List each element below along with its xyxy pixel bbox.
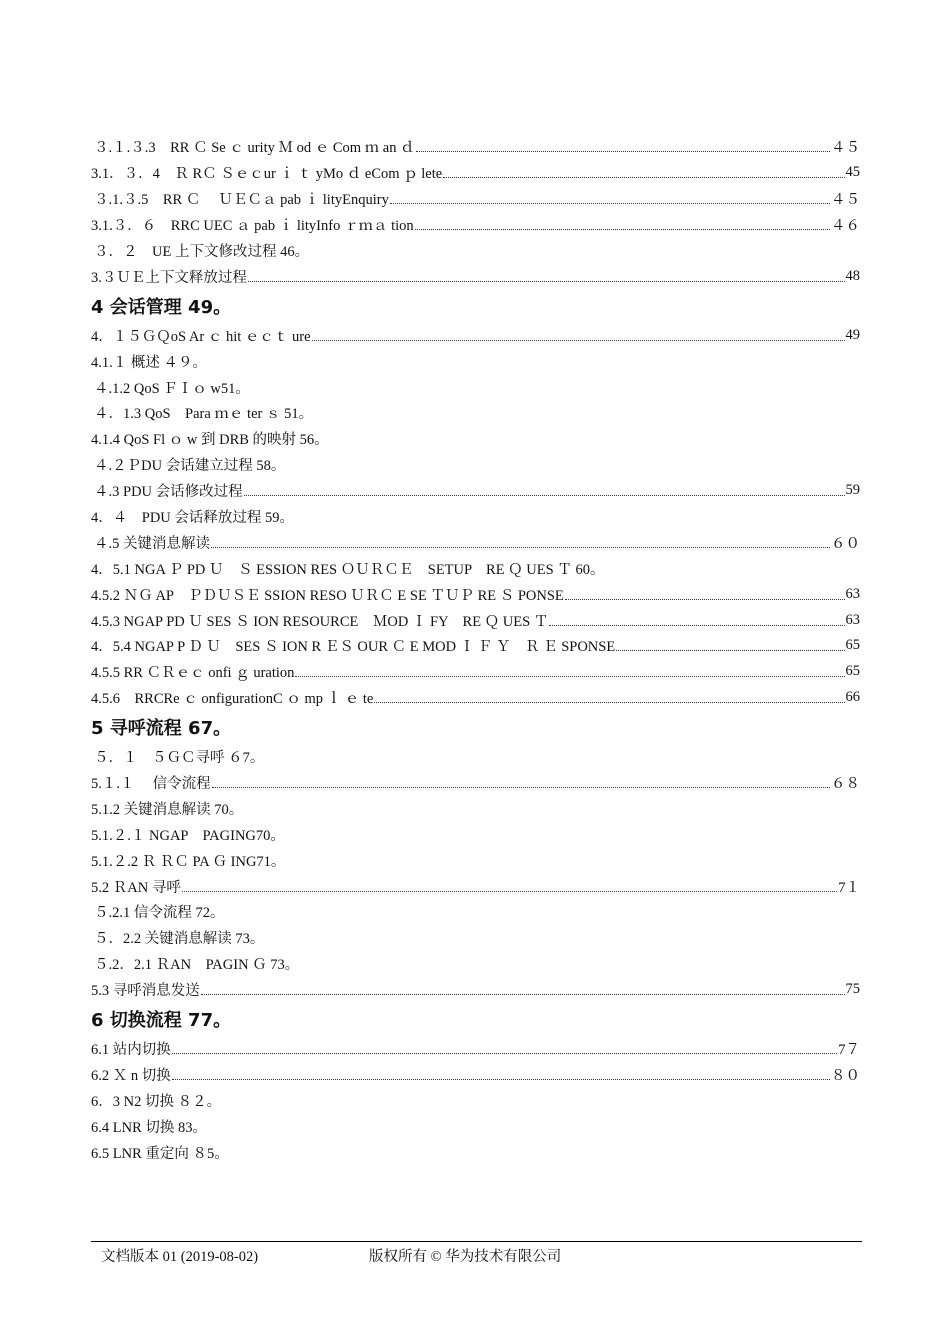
toc-entry[interactable] [91, 263, 860, 289]
toc-entry[interactable] [91, 1036, 860, 1062]
toc-entry-title: 6.5 LNR 重定向 ８5。 [91, 1145, 229, 1162]
toc-entry-title: 4.5.6 RRCRe ｃ onfigurationC ｏ mp ｌ ｅ te [91, 691, 374, 708]
toc-page-number: 59 [845, 482, 860, 499]
toc-entry-title: 6 切换流程 77。 [91, 1010, 232, 1032]
toc-page-number: 65 [845, 663, 860, 680]
toc-entry-title: ４.２ＰDU 会话建立过程 58。 [94, 458, 286, 475]
toc-entry[interactable] [91, 873, 860, 899]
toc-page-number: 63 [845, 611, 860, 628]
toc-entry[interactable] [91, 925, 860, 951]
toc-entry[interactable] [91, 744, 860, 770]
toc-entry[interactable] [91, 1113, 860, 1139]
toc-entry-title: 4.5.3 NGAP PD Ｕ SES Ｓ ION RESOURCE ＭOD Ｉ FY RE Ｑ UES Ｔ [91, 613, 549, 630]
toc-chapter-heading[interactable] [91, 1004, 860, 1035]
toc-page-number: ４５ [831, 192, 860, 209]
toc-dot-leader [201, 994, 845, 995]
toc-entry[interactable] [91, 186, 860, 212]
toc-entry-title: 3.1.３．６ RRC UEC ａ pab ｉ lityInfo ｒｍａ tion [91, 218, 414, 235]
toc-dot-leader [390, 203, 830, 204]
toc-entry-title: 5.１.１ 信令流程 [91, 776, 211, 793]
toc-entry-title: 4．４ PDU 会话释放过程 59。 [91, 510, 295, 527]
toc-entry-title: 6.4 LNR 切换 83。 [91, 1119, 207, 1136]
toc-entry-title: 5.1.2 关键消息解读 70。 [91, 801, 244, 818]
toc-dot-leader [212, 787, 830, 788]
toc-entry[interactable] [91, 1087, 860, 1113]
toc-page-number: 65 [845, 637, 860, 654]
toc-entry[interactable] [91, 322, 860, 348]
toc-entry[interactable] [91, 685, 860, 711]
toc-chapter-heading[interactable] [91, 290, 860, 321]
toc-page-number: ８０ [831, 1067, 860, 1084]
toc-entry[interactable] [91, 633, 860, 659]
toc-dot-leader [415, 229, 830, 230]
toc-entry[interactable] [91, 795, 860, 821]
toc-dot-leader [211, 547, 830, 548]
toc-entry[interactable] [91, 659, 860, 685]
toc-page-number: ４５ [831, 140, 860, 157]
toc-entry[interactable] [91, 770, 860, 796]
toc-entry-title: 4 会话管理 49。 [91, 296, 232, 318]
toc-dot-leader [616, 650, 844, 651]
toc-entry[interactable] [91, 581, 860, 607]
toc-dot-leader [549, 625, 844, 626]
toc-entry-title: 3.３ＵＥ上下文释放过程 [91, 269, 247, 286]
toc-page-number: 63 [845, 585, 860, 602]
toc-entry[interactable] [91, 452, 860, 478]
toc-entry-title: 5.1.２.2 Ｒ ＲＣ PA Ｇ ING71。 [91, 853, 286, 870]
toc-entry-title: 4.5.5 RR ＣＲｅｃ onfi ｇ uration [91, 665, 295, 682]
toc-entry-title: 5 寻呼流程 67。 [91, 718, 232, 740]
toc-entry-title: 5.2 ＲAN 寻呼 [91, 879, 181, 896]
toc-entry-title: 4.5.2 ＮＧ AP ＰＤＵＳＥ SSION RESO ＵＲＣ E SE ＴＵＰ RE Ｓ PONSE [91, 587, 564, 604]
toc-entry-title: 6．3 N2 切换 ８２。 [91, 1093, 222, 1110]
toc-entry[interactable] [91, 951, 860, 977]
toc-entry[interactable] [91, 1139, 860, 1165]
toc-page-number: 48 [845, 267, 860, 284]
toc-dot-leader [443, 177, 844, 178]
toc-page-number: 7７ [838, 1042, 860, 1059]
toc-dot-leader [416, 151, 830, 152]
toc-entry[interactable] [91, 529, 860, 555]
table-of-contents [91, 134, 860, 1165]
toc-entry-title: 6.2 Ｘ n 切换 [91, 1067, 171, 1084]
toc-page-number: ６０ [831, 535, 860, 552]
toc-entry-title: 5.1.２.１ NGAP PAGING70。 [91, 827, 285, 844]
toc-page-number: 66 [845, 689, 860, 706]
toc-dot-leader [172, 1053, 838, 1054]
toc-entry[interactable] [91, 899, 860, 925]
toc-chapter-heading[interactable] [91, 712, 860, 743]
toc-entry[interactable] [91, 160, 860, 186]
toc-entry-title: ４.3 PDU 会话修改过程 [94, 484, 243, 501]
toc-entry-title: 4．5.4 NGAP P Ｄ Ｕ SES Ｓ ION R ＥＳ OUR Ｃ E MOD Ｉ Ｆ Ｙ Ｒ Ｅ SPONSE [91, 639, 616, 656]
toc-entry-title: 4．5.1 NGA Ｐ PD Ｕ Ｓ ESSION RES ＯＵＲＣＥ SETUP RE Ｑ UES Ｔ 60。 [91, 561, 605, 578]
toc-entry-title: ３.1.３.5 RR Ｃ ＵＥＣａ pab ｉ lityEnquiry [94, 192, 389, 209]
toc-entry-title: ５.2.1 信令流程 72。 [94, 905, 225, 922]
toc-entry[interactable] [91, 555, 860, 581]
toc-dot-leader [182, 891, 837, 892]
toc-entry-title: ４.5 关键消息解读 [94, 535, 210, 552]
toc-dot-leader [312, 340, 845, 341]
toc-page-number: 7１ [838, 879, 860, 896]
toc-entry[interactable] [91, 607, 860, 633]
toc-entry[interactable] [91, 478, 860, 504]
toc-entry[interactable] [91, 348, 860, 374]
toc-entry-title: ４.1.2 QoS ＦＩｏ w51。 [94, 380, 250, 397]
toc-entry-title: 4.1.4 QoS Fl ｏ w 到 DRB 的映射 56。 [91, 432, 329, 449]
toc-dot-leader [248, 281, 845, 282]
toc-entry-title: 6.1 站内切换 [91, 1042, 171, 1059]
toc-entry-title: 4.1.１ 概述 ４９。 [91, 354, 207, 371]
page-footer [91, 1241, 862, 1272]
toc-entry-title: ３.１.３.3 RR Ｃ Se ｃ urity Ｍ od ｅ Com ｍ an ｄ [94, 140, 415, 157]
toc-page-number: ４６ [831, 218, 860, 235]
copyright-notice: 版权所有 © 华为技术有限公司 [369, 1249, 562, 1265]
toc-page-number: 49 [845, 326, 860, 343]
toc-entry[interactable] [91, 212, 860, 238]
toc-entry-title: ５.2．2.1 ＲAN PAGIN Ｇ 73。 [94, 957, 300, 974]
toc-entry-title: ５．2.2 关键消息解读 73。 [94, 931, 265, 948]
toc-entry[interactable] [91, 374, 860, 400]
toc-page-number: 75 [845, 981, 860, 998]
toc-entry[interactable] [91, 426, 860, 452]
toc-entry-title: ４．1.3 QoS Para ｍｅ ter ｓ 51。 [94, 406, 314, 423]
toc-entry[interactable] [91, 400, 860, 426]
toc-dot-leader [295, 676, 844, 677]
toc-entry[interactable] [91, 847, 860, 873]
toc-entry[interactable] [91, 134, 860, 160]
toc-entry-title: 3.1．３．4 Ｒ RＣ Ｓｅｃur ｉ ｔ yMo ｄ eCom ｐ lete [91, 166, 443, 183]
toc-entry-title: ３．２ UE 上下文修改过程 46。 [94, 244, 310, 260]
toc-dot-leader [374, 702, 844, 703]
toc-entry[interactable] [91, 977, 860, 1003]
toc-entry-title: ５．１ ５ＧＣ寻呼 ６7。 [94, 750, 265, 767]
toc-entry[interactable] [91, 504, 860, 530]
toc-entry[interactable] [91, 821, 860, 847]
toc-entry[interactable] [91, 1062, 860, 1088]
toc-dot-leader [172, 1079, 830, 1080]
document-version: 文档版本 01 (2019-08-02) [101, 1249, 259, 1265]
toc-entry-title: 4．１５ＧＱoS Ar ｃ hit ｅｃｔ ure [91, 328, 311, 345]
toc-entry[interactable] [91, 238, 860, 264]
toc-entry-title: 5.3 寻呼消息发送 [91, 983, 200, 1000]
toc-dot-leader [565, 599, 845, 600]
toc-dot-leader [244, 495, 845, 496]
toc-page-number: ６８ [831, 776, 860, 793]
toc-page-number: 45 [845, 164, 860, 181]
